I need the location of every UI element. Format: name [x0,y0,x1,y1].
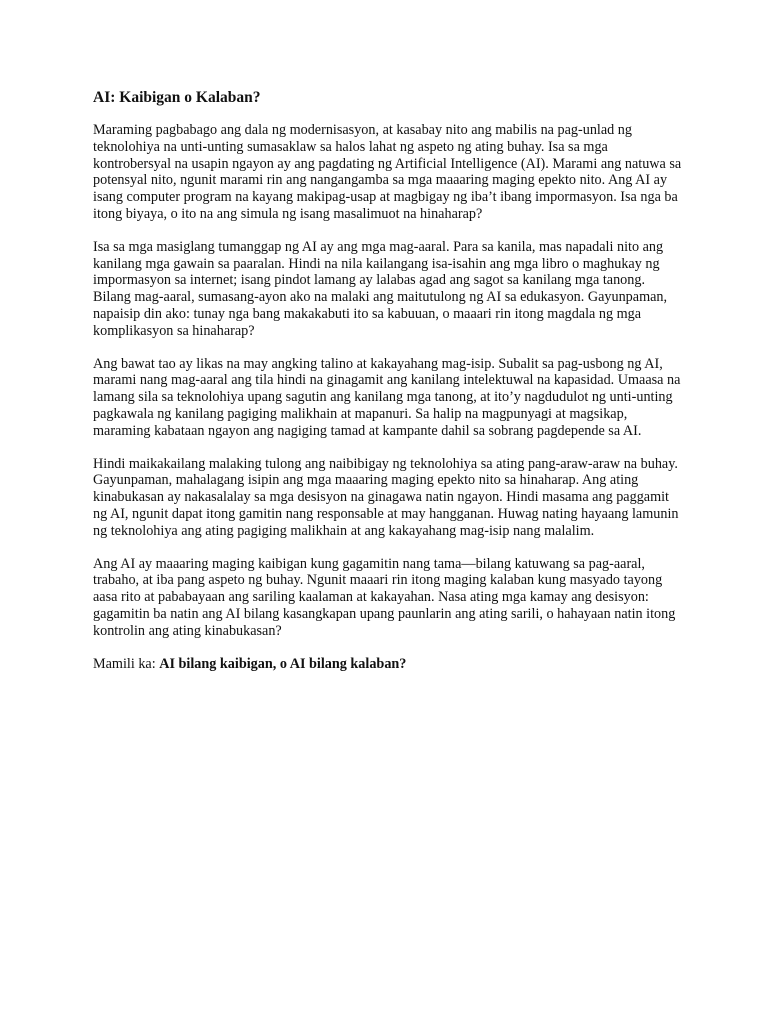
paragraph-dependence: Ang bawat tao ay likas na may angking talino at kakayahang mag-isip. Subalit sa pag-usbong ng AI, marami nang mag-aaral ang tila hindi na ginagamit ang kanilang intelektuwal na kapasidad. Umaasa na lamang sila sa teknolohiya upang sagutin ang kanilang mga tanong, at ito’y nagdudulot ng unti-unting pagkawala ng kanilang pagiging malikhain at mapanuri. Sa halip na magpunyagi at magsikap, maraming kabataan ngayon ang nagiging tamad at kampante dahil sa sobrang pagdepende sa AI. [93,355,681,439]
closing-line [93,656,683,673]
paragraph-students: Isa sa mga masiglang tumanggap ng AI ay ang mga mag-aaral. Para sa kanila, mas napadali nito ang kanilang mga gawain sa paaralan. Hindi na nila kailangang isa-isahin ang mga libro o maghukay ng impormasyon sa internet; isang pindot lamang ay lalabas agad ang sagot sa kanilang mga tanong. Bilang mag-aaral, sumasang-ayon ako na malaki ang maitutulong ng AI sa edukasyon. Gayunpaman, napaisip din ako: tunay nga bang makakabuti ito sa kabuuan, o maaari rin itong magdala ng mga komplikasyon sa hinaharap? [93,238,668,339]
closing-prefix: Mamili ka: [93,655,160,672]
paragraph-intro: Maraming pagbabago ang dala ng modernisasyon, at kasabay nito ang mabilis na pag-unlad ng teknolohiya na unti-unting sumasaklaw sa halos lahat ng aspeto ng ating buhay. Isa sa mga kontrobersyal na usapin ngayon ay ang pagdating ng Artificial Intelligence (AI). Marami ang natuwa sa potensyal nito, ngunit marami rin ang nangangamba sa mga maaaring maging epekto nito. Ang AI ay isang computer program na kayang makipag-usap at magbigay ng iba’t ibang impormasyon. Isa nga ba itong biyaya, o ito na ang simula ng isang masalimuot na hinaharap? [93,122,682,222]
document-title: AI: Kaibigan o Kalaban? [93,89,261,106]
paragraph-conclusion: Ang AI ay maaaring maging kaibigan kung gagamitin nang tama—bilang katuwang sa pag-aaral, trabaho, at iba pang aspeto ng buhay. Ngunit maaari rin itong maging kalaban kung masyado tayong aasa rito at pababayaan ang sariling kaalaman at kakayahan. Nasa ating mga kamay ang desisyon: gagamitin ba natin ang AI bilang kasangkapan upang paunlarin ang ating sarili, o hahayaan natin itong kontrolin ang ating kinabukasan? [93,555,676,639]
closing-emphasis: AI bilang kaibigan, o AI bilang kalaban? [159,655,407,672]
paragraph-future: Hindi maikakailang malaking tulong ang naibibigay ng teknolohiya sa ating pang-araw-araw na buhay. Gayunpaman, mahalagang isipin ang mga maaaring maging epekto nito sa hinaharap. Ang ating kinabukasan ay nakasalalay sa mga desisyon na ginagawa natin ngayon. Hindi masama ang paggamit ng AI, ngunit dapat itong gamitin nang responsable at may hangganan. Huwag nating hayaang lamunin ng teknolohiya ang ating pagiging malikhain at ang kakayahang mag-isip nang malalim. [93,455,679,539]
document-body [93,88,683,672]
